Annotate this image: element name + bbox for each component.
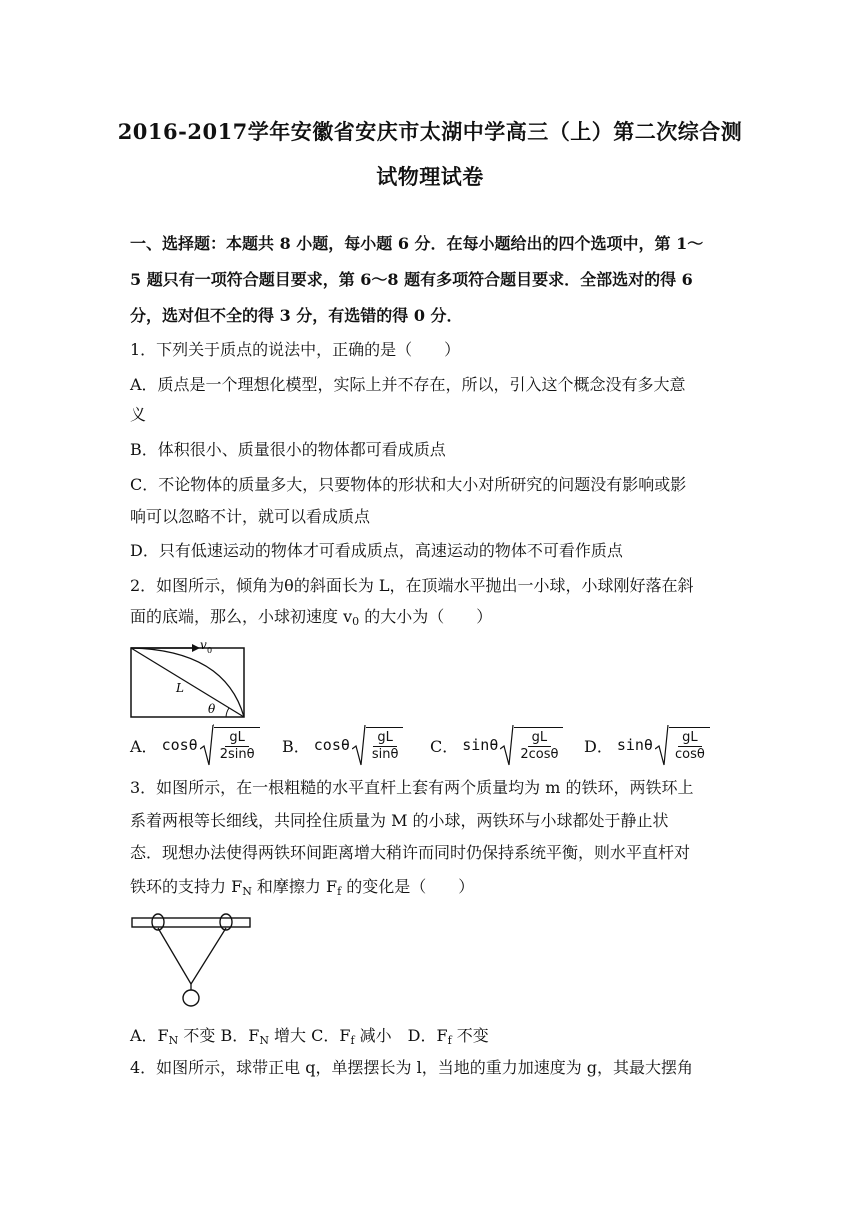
q2-option-b: B． cosθ $\frac{gL}{\sin\theta}$ <box>282 722 403 768</box>
exam-title-line1: 2016-2017学年安徽省安庆市太湖中学高三（上）第二次综合测 <box>117 119 743 144</box>
q2-angle-arc <box>226 708 229 717</box>
q4-stem-line1: 4．如图所示，球带正电 q，单摆摆长为 l，当地的重力加速度为 g，其最大摆角 <box>130 1058 694 1077</box>
q3-options: A．$F_N$ 不变 B．$F_N$ 增大 C．$F_f$ 减小 D．$F_f$ 不变 <box>130 1026 489 1047</box>
q3-right-string <box>191 928 226 984</box>
q2-v0-label: v <box>200 640 207 652</box>
q2-stem-line1: 2．如图所示，倾角为θ的斜面长为 L，在顶端水平抛出一小球，小球刚好落在斜 <box>130 576 694 595</box>
q2-option-d: D． sinθ $\frac{gL}{\cos\theta}$ <box>584 722 710 768</box>
section-instructions-line2: 5 题只有一项符合题目要求，第 6～8 题有多项符合题目要求．全部选对的得 6 <box>130 270 693 289</box>
q3-stem-line4: 铁环的支持力 $F_N$ 和摩擦力 $F_f$ 的变化是（ ） <box>130 877 475 898</box>
q3-stem-line3: 态．现想办法使得两铁环间距离增大稍许而同时仍保持系统平衡，则水平直杆对 <box>130 843 691 862</box>
q1-option-c-line1: C．不论物体的质量多大，只要物体的形状和大小对所研究的问题没有影响或影 <box>130 475 687 494</box>
q2-options <box>130 722 742 768</box>
q2-option-d-sqrt: $\frac{gL}{\cos\theta}$ <box>655 723 710 767</box>
q3-rod-rings-figure <box>130 912 252 1010</box>
section-instructions-line3: 分，选对但不全的得 3 分，有选错的得 0 分． <box>130 306 463 325</box>
q2-v0-sub-label: 0 <box>207 646 213 655</box>
q2-incline-line <box>131 648 244 717</box>
q2-option-a-sqrt: $\frac{gL}{2\sin\theta}$ <box>200 723 260 767</box>
q2-option-a: A． cosθ $\frac{gL}{2\sin\theta}$ <box>130 722 260 768</box>
q2-theta-label: θ <box>208 702 216 716</box>
section-instructions-line1: 一、选择题：本题共 8 小题，每小题 6 分．在每小题给出的四个选项中，第 1～ <box>130 234 704 253</box>
q2-option-c: C． sinθ $\frac{gL}{2\cos\theta}$ <box>430 722 563 768</box>
q1-option-c-line2: 响可以忽略不计，就可以看成质点 <box>130 507 371 526</box>
q1-stem: 1．下列关于质点的说法中，正确的是（ ） <box>130 340 461 359</box>
q1-option-d: D．只有低速运动的物体才可看成质点，高速运动的物体不可看作质点 <box>130 541 623 560</box>
q2-option-b-sqrt: $\frac{gL}{\sin\theta}$ <box>352 723 404 767</box>
q2-option-c-sqrt: $\frac{gL}{2\cos\theta}$ <box>500 723 563 767</box>
q3-hanging-ball <box>183 990 199 1006</box>
q2-incline-figure <box>130 640 250 718</box>
q3-stem-line2: 系着两根等长细线，共同拴住质量为 M 的小球，两铁环与小球都处于静止状 <box>130 811 669 830</box>
q1-option-a-line2: 义 <box>130 405 147 424</box>
q2-velocity-arrowhead <box>192 644 200 652</box>
q2-L-label: L <box>176 681 184 695</box>
q1-option-b: B．体积很小、质量很小的物体都可看成质点 <box>130 440 446 459</box>
q3-left-string <box>158 928 191 984</box>
q1-option-a-line1: A．质点是一个理想化模型，实际上并不存在，所以，引入这个概念没有多大意 <box>130 375 686 394</box>
q3-stem-line1: 3．如图所示，在一根粗糙的水平直杆上套有两个质量均为 m 的铁环，两铁环上 <box>130 778 694 797</box>
q2-stem-line2: 面的底端，那么，小球初速度 $v_0$ 的大小为（ ） <box>130 607 493 628</box>
exam-title-line2: 试物理试卷 <box>376 164 484 189</box>
